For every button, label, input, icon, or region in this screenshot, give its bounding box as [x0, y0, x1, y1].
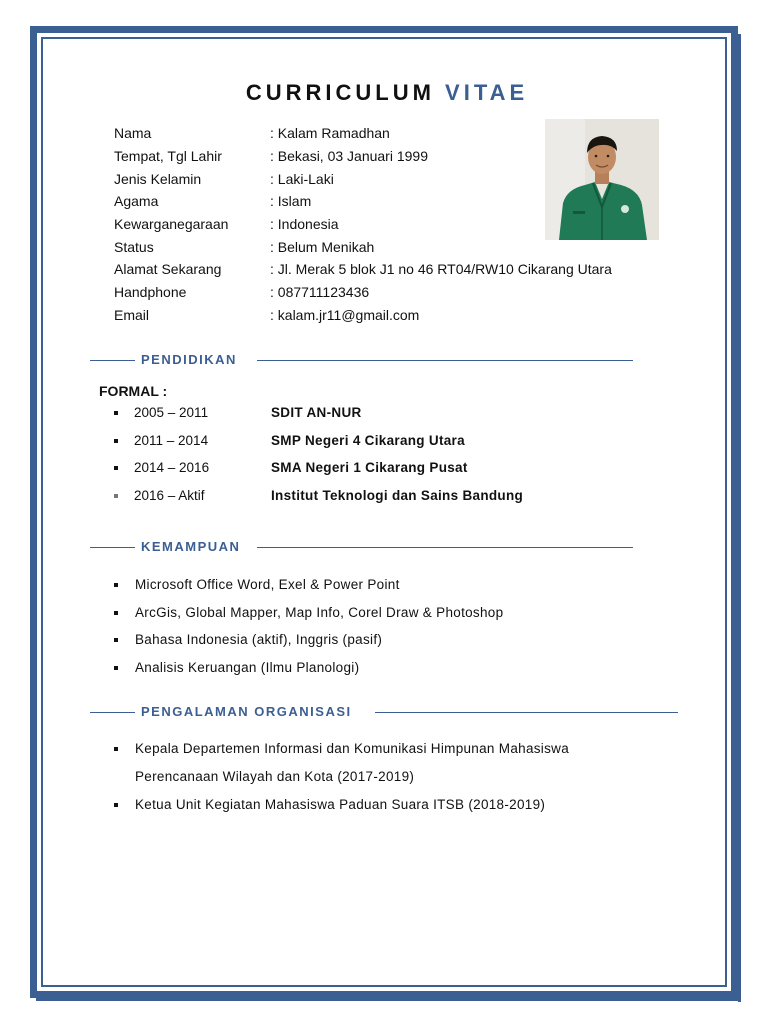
info-value: : kalam.jr11@gmail.com	[270, 307, 420, 323]
info-label: Handphone	[114, 284, 187, 300]
title-word-vitae: VITAE	[445, 80, 529, 105]
info-label: Kewarganegaraan	[114, 216, 229, 232]
education-school: SDIT AN-NUR	[271, 405, 362, 420]
info-value: : Kalam Ramadhan	[270, 125, 390, 141]
profile-photo	[545, 119, 659, 240]
info-label: Agama	[114, 193, 159, 209]
education-years: 2011 – 2014	[134, 433, 209, 448]
info-value: : Laki-Laki	[270, 171, 334, 187]
skill-text: Microsoft Office Word, Exel & Power Point	[135, 577, 400, 592]
organization-text: Kepala Departemen Informasi dan Komunikasi Himpunan Mahasiswa	[135, 741, 570, 756]
info-label: Alamat Sekarang	[114, 261, 222, 277]
section-divider-left	[90, 547, 135, 548]
bullet-square-icon	[114, 638, 118, 642]
section-divider-right	[257, 547, 633, 548]
bullet-square-icon	[114, 666, 118, 670]
section-divider-right	[375, 712, 678, 713]
info-label: Nama	[114, 125, 152, 141]
bullet-square-icon	[114, 411, 118, 415]
education-years: 2005 – 2011	[134, 405, 209, 420]
education-years: 2014 – 2016	[134, 460, 210, 475]
section-heading-kemampuan: KEMAMPUAN	[141, 539, 241, 554]
skill-text: ArcGis, Global Mapper, Map Info, Corel Draw & Photoshop	[135, 605, 504, 620]
education-school: Institut Teknologi dan Sains Bandung	[271, 488, 524, 503]
bullet-square-icon	[114, 611, 118, 615]
person-photo-illustration	[545, 119, 659, 240]
organization-text-continuation: Perencanaan Wilayah dan Kota (2017-2019)	[135, 769, 415, 784]
section-divider-right	[257, 360, 633, 361]
bullet-square-icon	[114, 583, 118, 587]
info-value: : Jl. Merak 5 blok J1 no 46 RT04/RW10 Cikarang Utara	[270, 261, 612, 277]
page-border-shadow-bottom	[36, 998, 741, 1001]
bullet-square-icon	[114, 466, 118, 470]
bullet-square-icon	[114, 803, 118, 807]
education-school: SMP Negeri 4 Cikarang Utara	[271, 433, 465, 448]
bullet-square-icon	[114, 494, 118, 498]
title-word-curriculum: CURRICULUM	[245, 80, 435, 105]
info-value: : Bekasi, 03 Januari 1999	[270, 148, 428, 164]
page-title	[0, 80, 768, 106]
section-heading-pendidikan: PENDIDIKAN	[141, 352, 237, 367]
organization-text: Ketua Unit Kegiatan Mahasiswa Paduan Suara ITSB (2018-2019)	[135, 797, 546, 812]
bullet-square-icon	[114, 439, 118, 443]
formal-label: FORMAL :	[99, 383, 168, 399]
info-value: : Islam	[270, 193, 312, 209]
info-label: Email	[114, 307, 150, 323]
info-value: : Indonesia	[270, 216, 339, 232]
section-heading-organisasi: PENGALAMAN ORGANISASI	[141, 704, 352, 719]
section-divider-left	[90, 360, 135, 361]
skill-text: Bahasa Indonesia (aktif), Inggris (pasif)	[135, 632, 383, 647]
page-border-shadow-right	[738, 34, 741, 1002]
info-value: : Belum Menikah	[270, 239, 375, 255]
skill-text: Analisis Keruangan (Ilmu Planologi)	[135, 660, 360, 675]
info-label: Tempat, Tgl Lahir	[114, 148, 222, 164]
bullet-square-icon	[114, 747, 118, 751]
section-divider-left	[90, 712, 135, 713]
education-years: 2016 – Aktif	[134, 488, 205, 503]
education-school: SMA Negeri 1 Cikarang Pusat	[271, 460, 468, 475]
info-label: Jenis Kelamin	[114, 171, 202, 187]
info-label: Status	[114, 239, 154, 255]
info-value: : 087711123436	[270, 284, 370, 300]
